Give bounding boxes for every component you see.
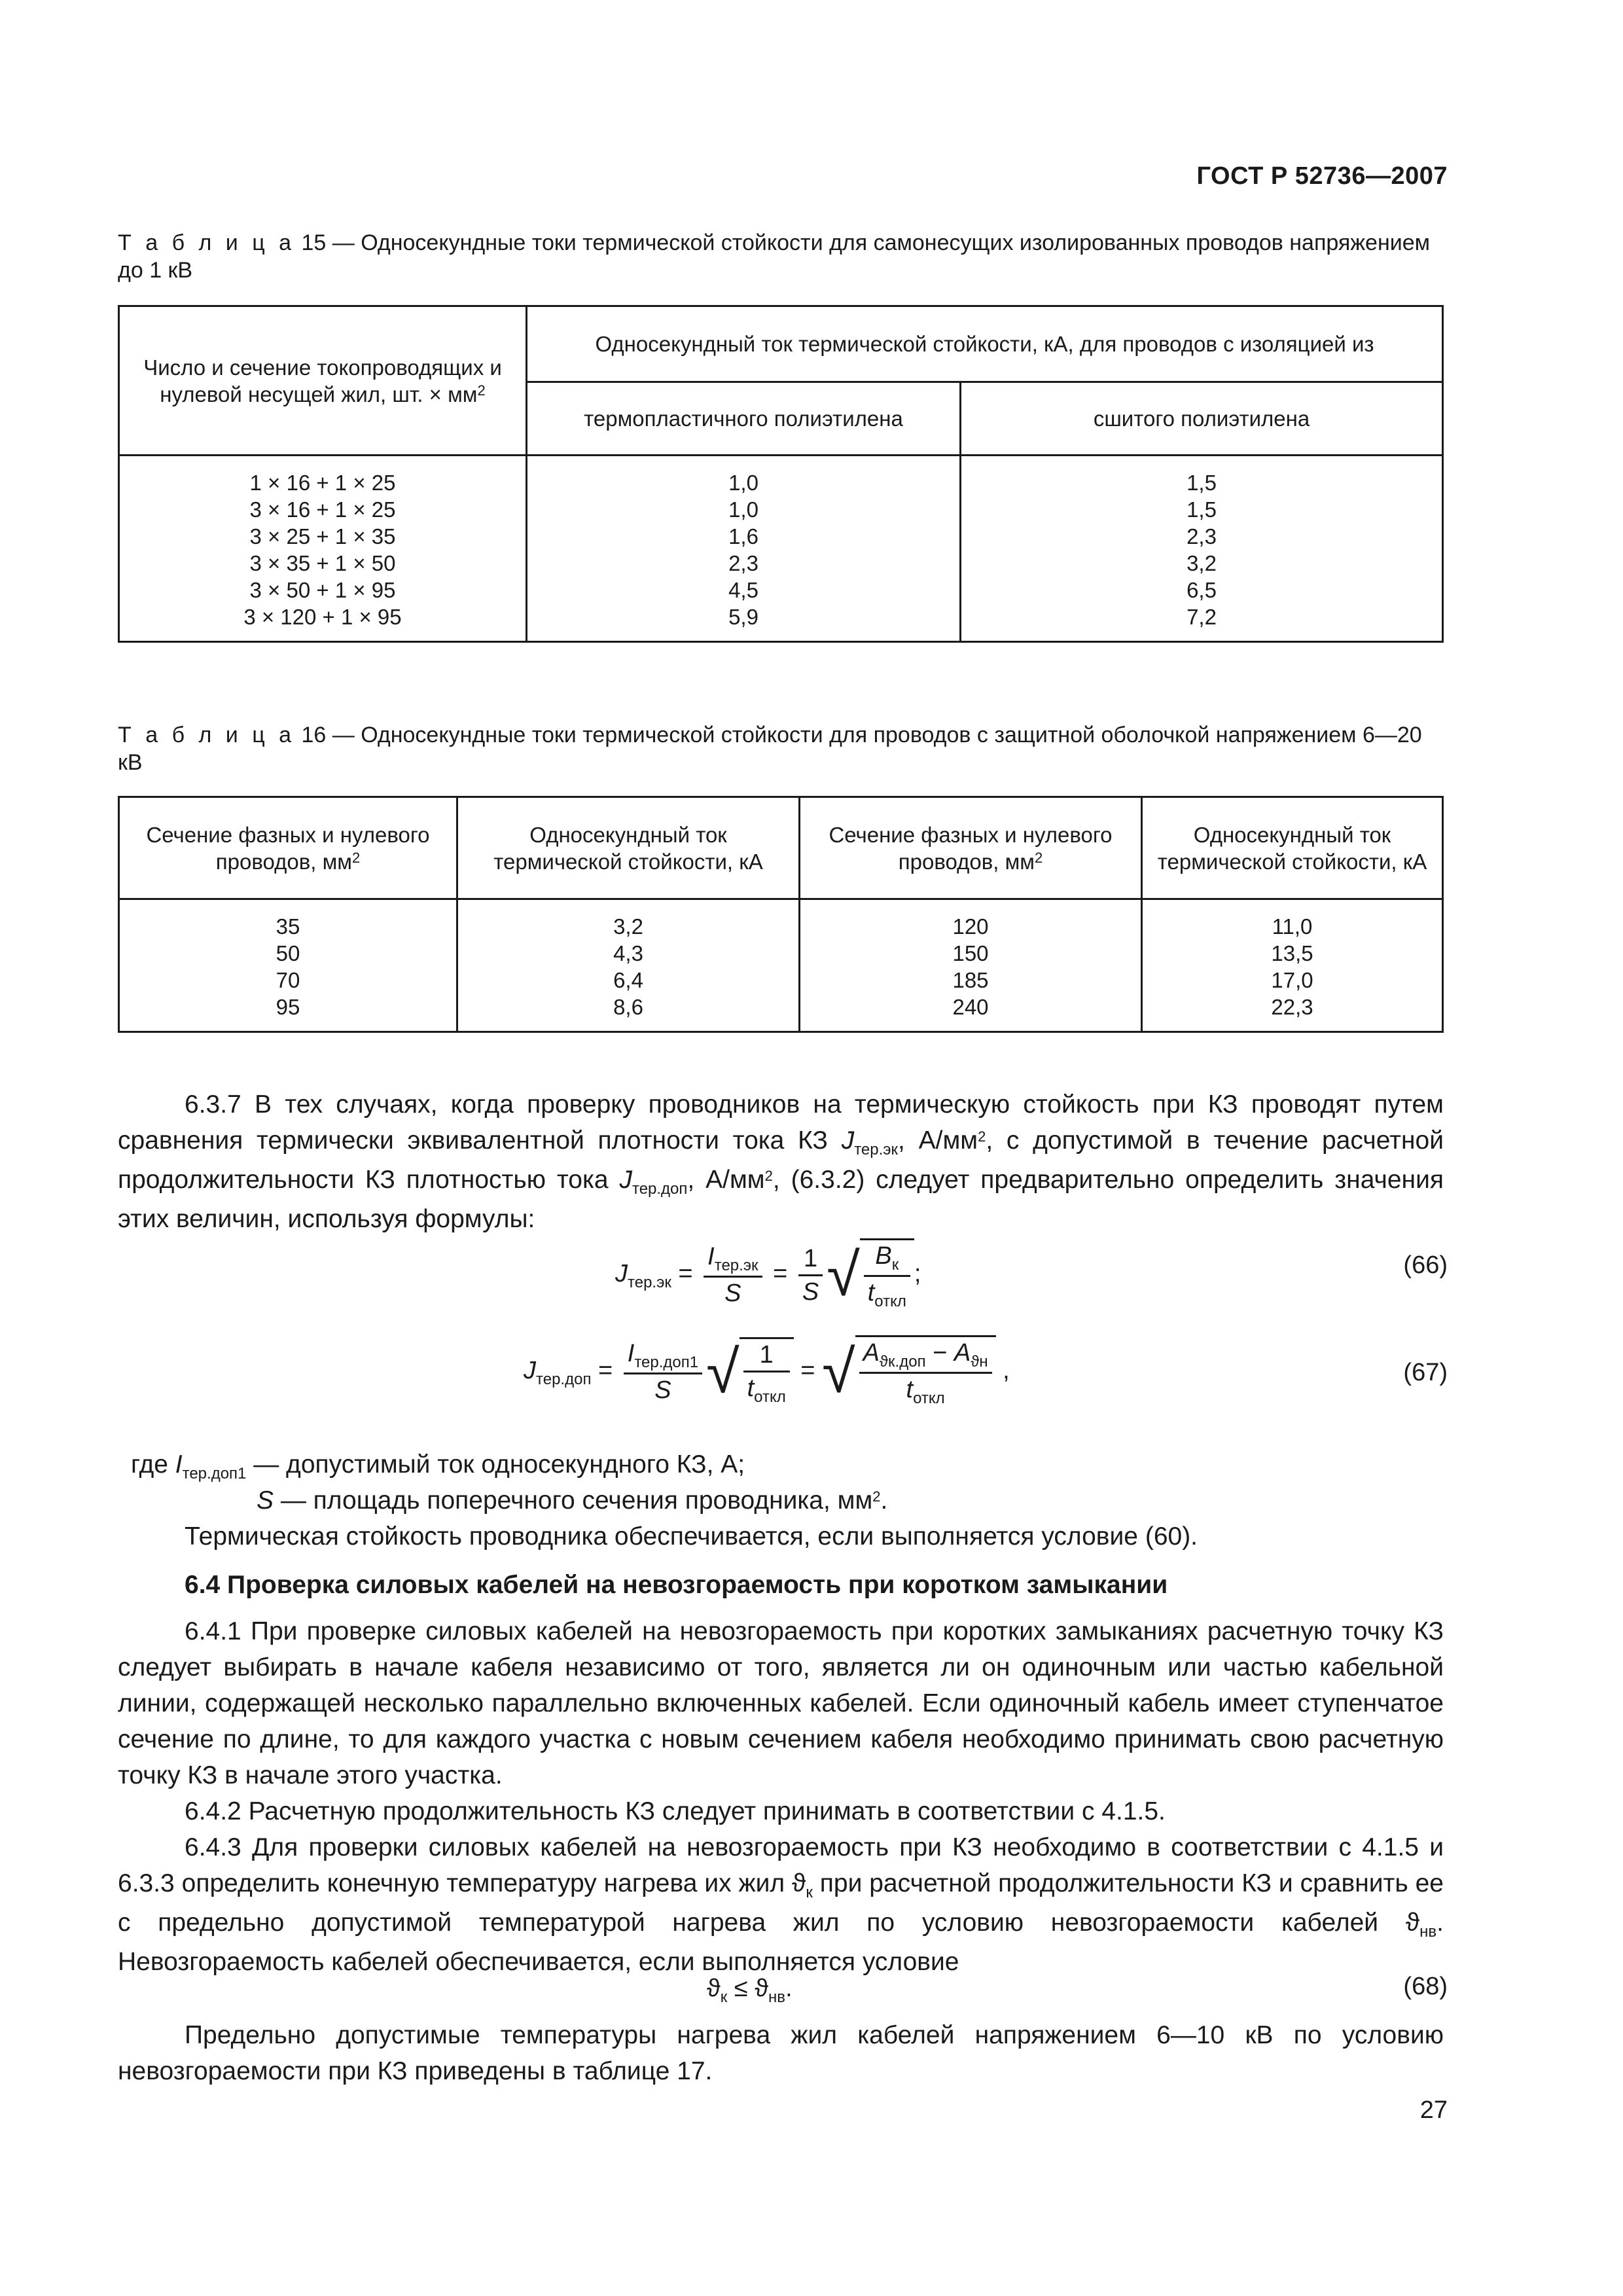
table15-caption	[118, 229, 1440, 284]
paragraph-6-4-3: 6.4.3 Для проверки силовых кабелей на невозгораемость при КЗ необходимо в соответствии с 4.1.5 и 6.3.3 определить конечную температуру нагрева их жил $ϑ_к$ при расчетной продолжительности КЗ и сравнить ее с предельно допустимой температурой нагрева жил по условию невозгораемости кабелей $ϑ_{нв}$. Невозгораемость кабелей обеспечивается, если выполняется условие	[118, 1833, 1444, 1976]
table15-col-sections: 1 × 16 + 1 × 25 3 × 16 + 1 × 25 3 × 25 + 1 × 35 3 × 35 + 1 × 50 3 × 50 + 1 × 95 3 × 120 + 1 × 95	[119, 456, 527, 642]
table16-col-section-1: 35 50 70 95	[119, 899, 457, 1032]
table15-data-row	[119, 456, 1443, 642]
table15	[118, 305, 1444, 643]
formula-66: $J_{тер.эк}$ = $\frac{I_{тер.эк}}{S}$ = $\frac{1}{S}$ √ $\frac{B_к}{t_{откл}}$ ;	[615, 1238, 921, 1312]
formula-68: $ϑ_к \le ϑ_{нв}$.	[707, 1975, 793, 2006]
table16-header-current-2: Односекундный ток термической стойкости, кА	[1142, 797, 1443, 899]
paragraph-6-4-1: 6.4.1 При проверке силовых кабелей на невозгораемость при коротких замыканиях расчетную точку КЗ следует выбирать в начале кабеля независимо от того, является ли он одиночным или частью кабельной линии, содержащей несколько параллельно включенных кабелей. Если одиночный кабель имеет ступенчатое сечение по длине, то для каждого участка с новым сечением кабеля необходимо принимать свою расчетную точку КЗ в начале этого участка.	[118, 1617, 1444, 1789]
equation-number-67: (67)	[1403, 1359, 1448, 1386]
table16-label: Т а б л и ц а	[118, 723, 296, 747]
section-6-4-heading: 6.4 Проверка силовых кабелей на невозгораемость при коротком замыкании	[185, 1571, 1168, 1599]
table15-col-thermoplastic: 1,0 1,0 1,6 2,3 4,5 5,9	[527, 456, 961, 642]
where-line-area: S — площадь поперечного сечения проводника, $мм^2$.	[257, 1486, 888, 1515]
table15-group-header: Односекундный ток термической стойкости, кА, для проводов с изоляцией из	[527, 306, 1443, 382]
table16-col-section-2: 120 150 185 240	[800, 899, 1142, 1032]
table16-col-current-1: 3,2 4,3 6,4 8,6	[457, 899, 800, 1032]
table15-col-crosslinked: 1,5 1,5 2,3 3,2 6,5 7,2	[961, 456, 1443, 642]
table16-title: 16 — Односекундные токи термической стойкости для проводов с защитной оболочкой напряжением 6—20 кВ	[118, 723, 1422, 775]
where-line-current: где $I_{тер.доп1}$ — допустимый ток односекундного КЗ, А;	[131, 1450, 745, 1482]
paragraph-6-3-7: 6.3.7 В тех случаях, когда проверку проводников на термическую стойкость при КЗ проводят путем сравнения термически эквивалентной плотности тока КЗ $J_{тер.эк}$, $А/мм^2$, с допустимой в течение расчетной продолжительности КЗ плотностью тока $J_{тер.доп}$, $А/мм^2$, (6.3.2) следует предварительно определить значения этих величин, используя формулы:	[118, 1090, 1444, 1233]
where-conclusion: Термическая стойкость проводника обеспечивается, если выполняется условие (60).	[185, 1522, 1198, 1551]
table15-col1-header: Число и сечение токопроводящих и нулевой несущей жил, шт. × $мм^2$	[119, 306, 527, 456]
equation-number-66: (66)	[1403, 1251, 1448, 1279]
table16-caption	[118, 721, 1440, 776]
document-standard-number: ГОСТ Р 52736—2007	[1196, 162, 1448, 190]
table15-title: 15 — Односекундные токи термической стойкости для самонесущих изолированных проводов напряжением до 1 кВ	[118, 230, 1431, 283]
table16-header-section-2: Сечение фазных и нулевого проводов, $мм^2$	[800, 797, 1142, 899]
table16-header-current-1: Односекундный ток термической стойкости, кА	[457, 797, 800, 899]
table15-subheader-crosslinked: сшитого полиэтилена	[961, 382, 1443, 456]
formula-67: $J_{тер.доп}$ = $\frac{I_{тер.доп1}}{S}$ √ $\frac{1}{t_{откл}}$ = √ $\frac{A_{ϑк.доп} - A_{ϑн}}{t_{откл}}$ ,	[524, 1335, 1010, 1408]
table16-data-row	[119, 899, 1443, 1032]
table16	[118, 796, 1444, 1033]
table15-subheader-thermoplastic: термопластичного полиэтилена	[527, 382, 961, 456]
paragraph-final: Предельно допустимые температуры нагрева жил кабелей напряжением 6—10 кВ по условию невозгораемости при КЗ приведены в таблице 17.	[118, 2021, 1444, 2085]
page-number: 27	[1419, 2096, 1448, 2124]
paragraph-6-4-2: 6.4.2 Расчетную продолжительность КЗ следует принимать в соответствии с 4.1.5.	[185, 1797, 1166, 1825]
table15-label: Т а б л и ц а	[118, 230, 296, 255]
equation-number-68: (68)	[1403, 1973, 1448, 2000]
table16-col-current-2: 11,0 13,5 17,0 22,3	[1142, 899, 1443, 1032]
table16-header-section-1: Сечение фазных и нулевого проводов, $мм^2$	[119, 797, 457, 899]
